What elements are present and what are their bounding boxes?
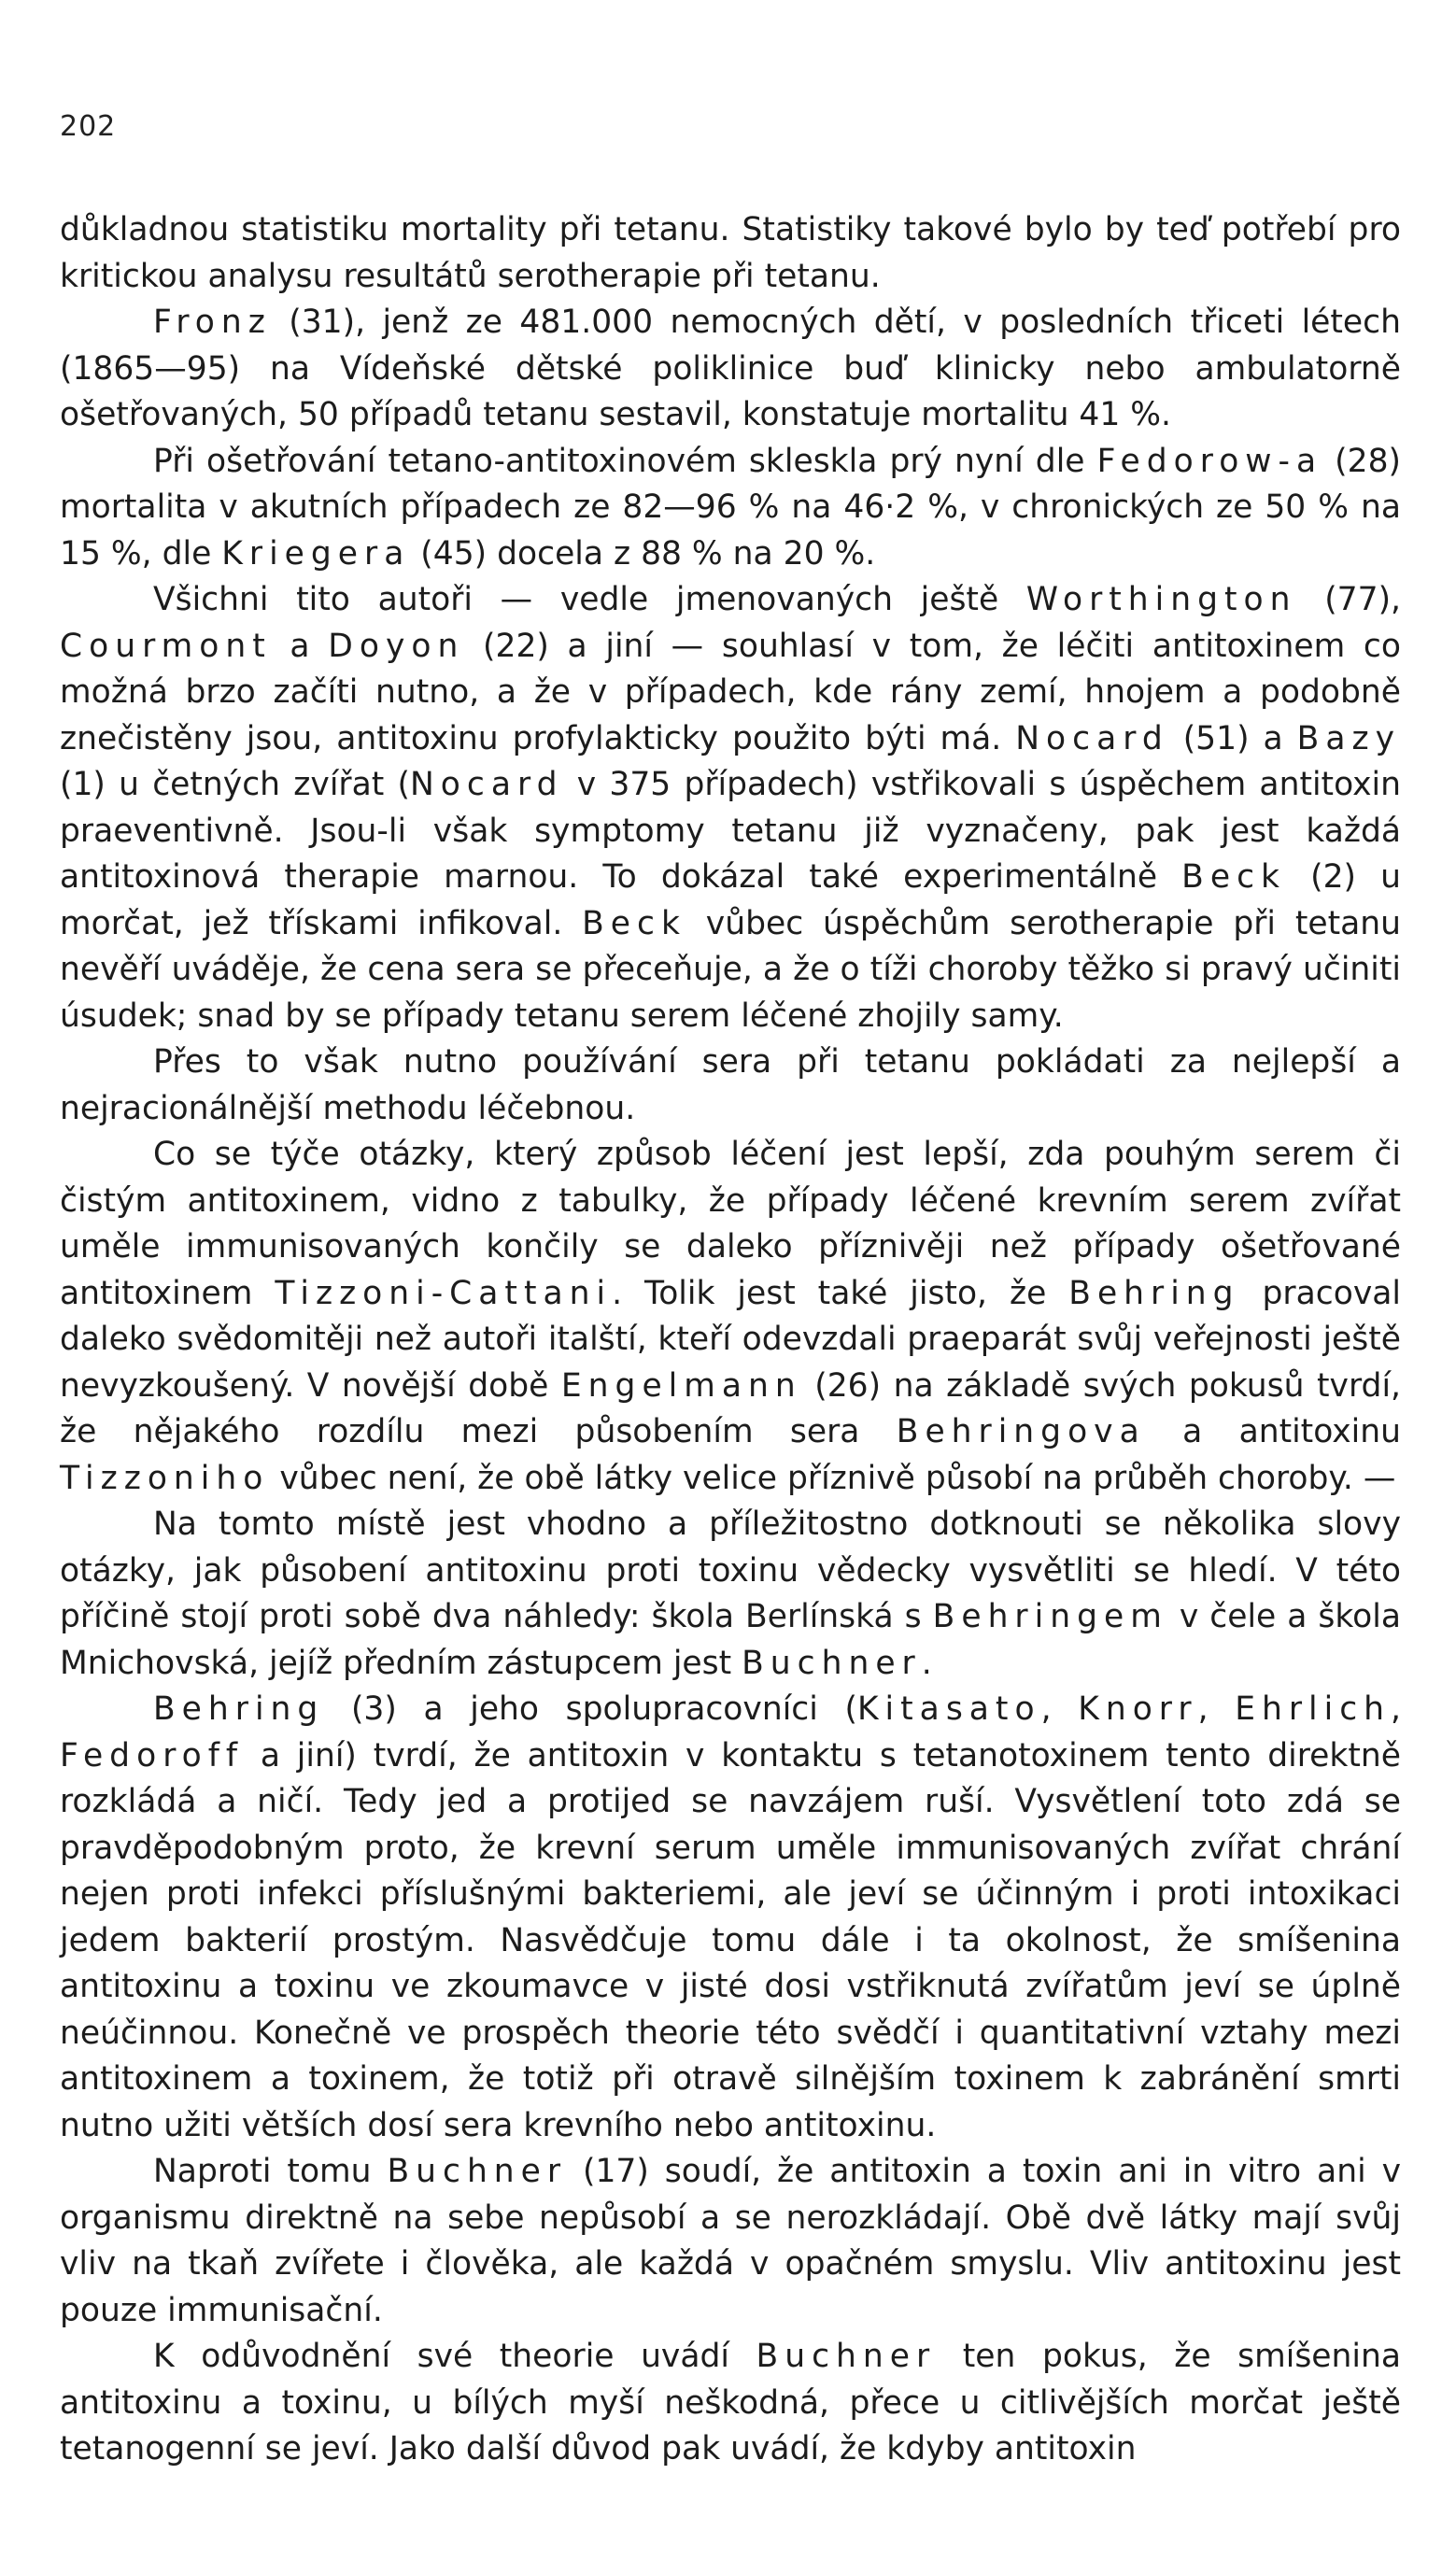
author-name: Fedoroff: [60, 1736, 245, 1774]
body-text: [60, 207, 1401, 2473]
text-run: (17) soudí, že antitoxin a toxin ani in vitro ani v organismu direktně na sebe nepůsobí a se nerozkládají. Obě dvě látky mají svůj vliv na tkaň zvířete i člověka, ale každá v opačném smyslu. Vliv antitoxinu jest pouze immunisační.: [60, 2153, 1401, 2329]
paragraph: [60, 1502, 1401, 1687]
text-run: ,: [1040, 1690, 1079, 1728]
author-name: Tizzoni-Cattani: [275, 1274, 613, 1312]
author-name: Knorr: [1078, 1690, 1198, 1728]
author-name: Behring: [1068, 1274, 1240, 1312]
author-name: Kitasato: [856, 1690, 1041, 1728]
paragraph: [60, 439, 1401, 578]
paragraph: [60, 1687, 1401, 2149]
paragraph: [60, 207, 1401, 300]
text-run: (45) docela z 88 % na 20 %.: [410, 534, 876, 573]
paragraph: [60, 1132, 1401, 1502]
text-run: .: [921, 1644, 932, 1682]
text-run: a: [271, 627, 329, 665]
text-run: v čele a škola Mnichovská, jejíž předním zástupcem jest: [60, 1598, 1401, 1682]
text-run: důkladnou statistiku mortality při tetanu. Statistiky takové bylo by teď potřebí pro kritickou analysu resultátů serotherapie při tetanu.: [60, 211, 1401, 295]
author-name: Buchner: [756, 2338, 937, 2375]
author-name: Fronz: [153, 304, 272, 341]
text-run: v 375 případech) vstřikovali s úspěchem antitoxin praeventivně. Jsou-li však symptomy tetanu již vyznačeny, pak jest každá antitoxinová therapie marnou. To dokázal také experimentálně: [60, 766, 1401, 896]
text-run: (3) a jeho spolupracovníci (: [324, 1690, 857, 1728]
text-run: (28) mortalita v akutních případech ze 82—96 % na 46·2 %, v chronických ze 50 % na 15 %, dle: [60, 442, 1401, 573]
author-name: Beck: [582, 904, 686, 942]
author-name: Courmont: [60, 627, 272, 665]
paragraph: [60, 1039, 1401, 1132]
text-run: a jiní) tvrdí, že antitoxin v kontaktu s tetanotoxinem tento direktně rozkládá a ničí. Tedy jed a protijed se navzájem ruší. Vysvětlení toto zdá se pravděpodobným proto, že krevní serum uměle immunisovaných zvířat chrání nejen proti infekci příslušnými bakteriemi, ale jeví se účinným i proti intoxikaci jedem bakterií prostým. Nasvědčuje tomu dále i ta okolnost, že smíšenina antitoxinu a toxinu ve zkoumavce v jisté dosi vstřiknutá zvířatům jeví se úplně neúčinnou. Konečně ve prospěch theorie této svědčí i quantitativní vztahy mezi antitoxinem a toxinem, že totiž při otravě silnějším toxinem k zabránění smrti nutno užiti větších dosí sera krevního nebo antitoxinu.: [60, 1736, 1401, 2144]
author-name: Behringem: [932, 1598, 1168, 1635]
text-run: K odůvodnění své theorie uvádí: [153, 2338, 756, 2375]
text-run: (31), jenž ze 481.000 nemocných dětí, v posledních třiceti létech (1865—95) na Vídeňské dětské poliklinice buď klinicky nebo ambulatorně ošetřovaných, 50 případů tetanu sestavil, konstatuje mortalitu 41 %.: [60, 304, 1401, 433]
text-run: a antitoxinu: [1145, 1413, 1401, 1450]
paragraph: [60, 2334, 1401, 2473]
author-name: Bazy: [1296, 719, 1401, 757]
text-run: (26) na základě svých pokusů tvrdí, že nějakého rozdílu mezi působením sera: [60, 1366, 1402, 1450]
text-run: (1) u četných zvířat (: [60, 766, 410, 803]
author-name: Engelmann: [560, 1366, 802, 1405]
author-name: Buchner: [387, 2153, 568, 2190]
text-run: pracoval daleko svědomitěji než autoři italští, kteří odevzdali praeparát svůj veřejnosti ještě nevyzkoušený. V novější době: [60, 1274, 1401, 1405]
author-name: Beck: [1181, 858, 1287, 896]
paragraph: [60, 2149, 1401, 2334]
text-run: . Tolik jest také jisto, že: [612, 1274, 1069, 1312]
author-name: Doyon: [328, 627, 465, 665]
text-run: (51) a: [1168, 719, 1297, 757]
text-run: Co se týče otázky, který způsob léčení jest lepší, zda pouhým serem či čistým antitoxinem, vidno z tabulky, že případy léčené krevním serem zvířat uměle immunisovaných končily se daleko příznivěji než případy ošetřované antitoxinem: [60, 1136, 1401, 1312]
text-run: vůbec úspěchům serotherapie při tetanu nevěří uváděje, že cena sera se přeceňuje, a že o tíži choroby těžko si pravý učiniti úsudek; snad by se případy tetanu serem léčené zhojily samy.: [60, 904, 1401, 1035]
text-run: ,: [1391, 1690, 1402, 1728]
text-run: Přes to však nutno používání sera při tetanu pokládati za nejlepší a nejracionálnější methodu léčebnou.: [60, 1043, 1401, 1127]
author-name: Nocard: [1015, 719, 1169, 757]
author-name: Worthington: [1025, 581, 1297, 618]
text-run: (77),: [1296, 581, 1401, 618]
author-name: Ehrlich: [1235, 1690, 1392, 1728]
text-run: Na tomto místě jest vhodno a příležitostno dotknouti se několika slovy otázky, jak působení antitoxinu proti toxinu vědecky vysvětliti se hledí. V této příčině stojí proti sobě dva náhledy: škola Berlínská s: [60, 1506, 1401, 1635]
text-run: ,: [1197, 1690, 1236, 1728]
author-name: Tizzoniho: [60, 1459, 270, 1497]
text-run: Při ošetřování tetano-antitoxinovém skleskla prý nyní dle: [153, 442, 1097, 480]
text-run: Naproti tomu: [153, 2153, 388, 2190]
page-number: 202: [60, 110, 117, 143]
text-run: (2) u morčat, jež třískami infikoval.: [60, 858, 1401, 942]
author-name: Behringova: [896, 1413, 1146, 1450]
text-run: vůbec není, že obě látky velice příznivě působí na průběh choroby. —: [269, 1459, 1396, 1497]
paragraph: [60, 577, 1401, 1039]
text-run: (22) a jiní — souhlasí v tom, že léčiti antitoxinem co možná brzo začíti nutno, a že v případech, kde rány zemí, hnojem a podobně znečistěny jsou, antitoxinu profylakticky použito býti má.: [60, 627, 1401, 757]
text-run: Všichni tito autoři — vedle jmenovaných ještě: [153, 581, 1026, 618]
author-name: Behring: [153, 1690, 325, 1728]
author-name: Nocard: [409, 766, 564, 803]
author-name: Kriegera: [221, 534, 411, 573]
text-run: ten pokus, že smíšenina antitoxinu a toxinu, u bílých myší neškodná, přece u citlivějších morčat ještě tetanogenní se jeví. Jako další důvod pak uvádí, že kdyby antitoxin: [60, 2338, 1401, 2467]
author-name: Buchner: [742, 1644, 922, 1682]
paragraph: [60, 300, 1401, 439]
author-name: Fedorow-a: [1096, 442, 1323, 480]
